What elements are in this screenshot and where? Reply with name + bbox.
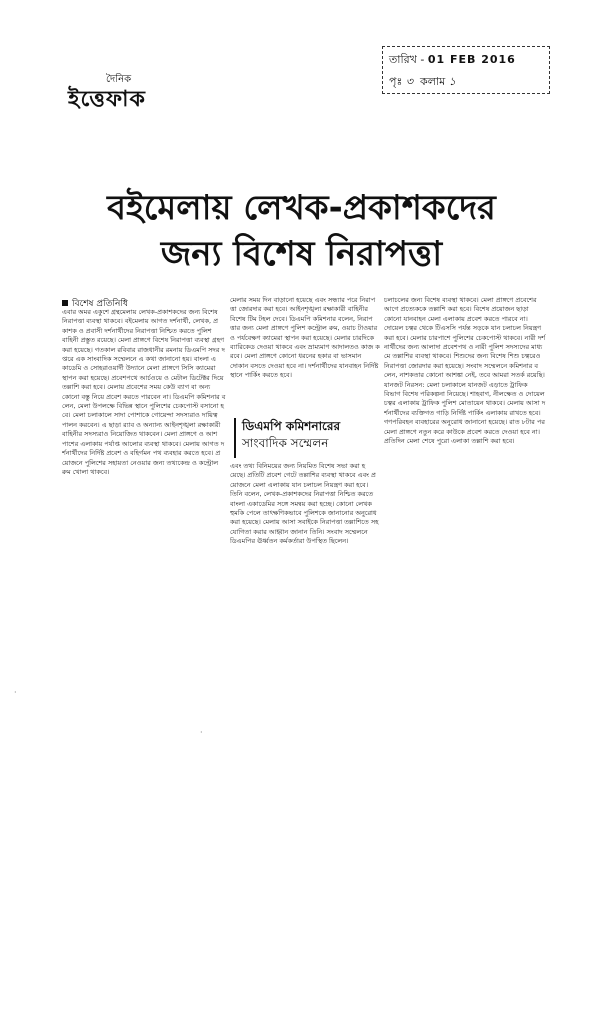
byline-bullet-icon — [62, 300, 68, 306]
byline-text: বিশেষ প্রতিনিধি — [72, 299, 128, 309]
article-column-2-continued: এবং তথ্য বিনিময়ের জন্য নিয়মিত বিশেষ সভা করা হয়েছে। প্রতিটি প্রবেশ গেটে তল্লাশির ব্যবস্থা থাকবে এবং প্রয়োজনে মেলা এলাকায় যান চলাচল নিয়ন্ত্রণ করা হবে। তিনি বলেন, লেখক-প্রকাশকদের নিরাপত্তা নিশ্চিত করতে বাংলা একাডেমির সঙ্গে সমন্বয় করা হচ্ছে। কোনো লেখক হুমকি পেলে তাৎক্ষণিকভাবে পুলিশকে জানানোর অনুরোধ করা হয়েছে। মেলায় আসা সবাইকে নিরাপত্তা তল্লাশিতে সহযোগিতা করার আহ্বান জানান তিনি। সংবাদ সম্মেলনে ডিএমপির ঊর্ধ্বতন কর্মকর্তারা উপস্থিত ছিলেন। — [230, 462, 379, 546]
stamp-page-label: পৃঃ — [389, 75, 403, 88]
headline-line-2: জন্য বিশেষ নিরাপত্তা — [160, 234, 443, 274]
scan-speck: · — [14, 688, 17, 697]
stamp-page-row — [389, 73, 456, 92]
stamp-date-label: তারিখ — [389, 53, 417, 66]
stamp-column-label: কলাম — [420, 75, 446, 88]
article-column-3: চলাচলের জন্য বিশেষ ব্যবস্থা থাকবে। মেলা প্রাঙ্গণে প্রবেশের আগে প্রত্যেককে তল্লাশি করা হবে। বিশেষ প্রয়োজন ছাড়া কোনো যানবাহন মেলা এলাকায় প্রবেশ করতে পারবে না। দোয়েল চত্বর থেকে টিএসসি পর্যন্ত সড়কে যান চলাচল নিয়ন্ত্রণ করা হবে। মেলার চারপাশে পুলিশের চেকপোস্ট থাকবে। নারী দর্শনার্থীদের জন্য আলাদা প্রবেশপথ ও নারী পুলিশ সদস্যদের মাধ্যমে তল্লাশির ব্যবস্থা থাকবে। শিশুদের জন্য বিশেষ শিশু চত্বরেও নিরাপত্তা জোরদার করা হয়েছে। সংবাদ সম্মেলনে কমিশনার বলেন, নাশকতার কোনো আশঙ্কা নেই, তবে আমরা সতর্ক রয়েছি। যানজট নিরসন: মেলা চলাকালে যানজট এড়াতে ট্রাফিক বিভাগ বিশেষ পরিকল্পনা নিয়েছে। শাহবাগ, নীলক্ষেত ও দোয়েল চত্বর এলাকায় ট্রাফিক পুলিশ মোতায়েন থাকবে। মেলায় আসা দর্শনার্থীদের ব্যক্তিগত গাড়ি নির্দিষ্ট পার্কিং এলাকায় রাখতে হবে। গণপরিবহন ব্যবহারের অনুরোধ জানানো হয়েছে। রাত ৮টার পর মেলা প্রাঙ্গণে নতুন করে কাউকে প্রবেশ করতে দেওয়া হবে না। প্রতিদিন মেলা শেষে পুরো এলাকা তল্লাশি করা হবে। — [384, 296, 546, 446]
article-column-2: মেলার সময় দিন বাড়ানো হয়েছে এবং সন্ধ্যার পরে নিরাপত্তা জোরদার করা হবে। আইনশৃঙ্খলা রক্ষাকারী বাহিনীর বিশেষ টিম টহল দেবে। ডিএমপি কমিশনার বলেন, নিরাপত্তার জন্য মেলা প্রাঙ্গণে পুলিশ কন্ট্রোল রুম, ওয়াচ টাওয়ার ও পর্যবেক্ষণ ক্যামেরা স্থাপন করা হয়েছে। মেলার চারদিকে ব্যারিকেড দেওয়া থাকবে এবং ভ্রাম্যমাণ আদালতও কাজ করবে। মেলা প্রাঙ্গণে কোনো ধরনের হকার বা ভাসমান দোকান বসতে দেওয়া হবে না। দর্শনার্থীদের যানবাহন নির্দিষ্ট স্থানে পার্কিং করতে হবে। — [230, 296, 380, 380]
stamp-date-value: 01 FEB 2016 — [427, 53, 516, 66]
archive-stamp — [382, 46, 550, 94]
masthead-prefix: দৈনিক — [106, 74, 132, 85]
subheadline-box — [234, 418, 380, 458]
headline-line-1: বইমেলায় লেখক-প্রকাশকদের — [107, 188, 496, 228]
stamp-date-row: তারিখ - 01 FEB 2016 — [389, 53, 516, 66]
subheadline-line-2: সাংবাদিক সম্মেলন — [242, 436, 329, 450]
scan-speck: · — [200, 728, 203, 737]
article-column-1: এবার অমর একুশে গ্রন্থমেলায় লেখক-প্রকাশকদের জন্য বিশেষ নিরাপত্তা ব্যবস্থা থাকবে। বইমেলায় আগত দর্শনার্থী, লেখক, প্রকাশক ও প্রবাসী দর্শনার্থীদের নিরাপত্তা নিশ্চিত করতে পুলিশ বাহিনী প্রস্তুত রয়েছে। মেলা প্রাঙ্গণে বিশেষ নিরাপত্তা ব্যবস্থা গ্রহণ করা হয়েছে। গতকাল রবিবার রাজধানীর রমনায় ডিএমপি সদর দপ্তরে এক সাংবাদিক সম্মেলনে এ কথা জানানো হয়। বাংলা একাডেমি ও সোহরাওয়ার্দী উদ্যানে মেলা প্রাঙ্গণে সিসি ক্যামেরা স্থাপন করা হয়েছে। প্রবেশপথে আর্চওয়ে ও মেটাল ডিটেক্টর দিয়ে তল্লাশি করা হবে। মেলায় প্রবেশের সময় কেউ ব্যাগ বা অন্য কোনো বস্তু নিয়ে প্রবেশ করতে পারবেন না। ডিএমপি কমিশনার বলেন, মেলা উপলক্ষে বিভিন্ন স্থানে পুলিশের চেকপোস্ট বসানো হবে। মেলা চলাকালে সাদা পোশাকে গোয়েন্দা সদস্যরাও দায়িত্ব পালন করবেন। এ ছাড়া র‌্যাব ও অন্যান্য আইনশৃঙ্খলা রক্ষাকারী বাহিনীর সদস্যরাও নিয়োজিত থাকবেন। মেলা প্রাঙ্গণে ও আশপাশের এলাকায় পর্যাপ্ত আলোর ব্যবস্থা থাকবে। মেলায় আগত দর্শনার্থীদের নির্দিষ্ট প্রবেশ ও বহির্গমন পথ ব্যবহার করতে হবে। প্রয়োজনে পুলিশের সহায়তা নেওয়ার জন্য তথ্যকেন্দ্র ও কন্ট্রোল রুম খোলা থাকবে। — [62, 308, 226, 476]
stamp-column-value: ১ — [448, 75, 456, 88]
newspaper-name: ইত্তেফাক — [68, 87, 146, 112]
subheadline-line-1: ডিএমপি কমিশনারের — [242, 419, 341, 433]
stamp-page-value: ৩ — [405, 75, 413, 88]
